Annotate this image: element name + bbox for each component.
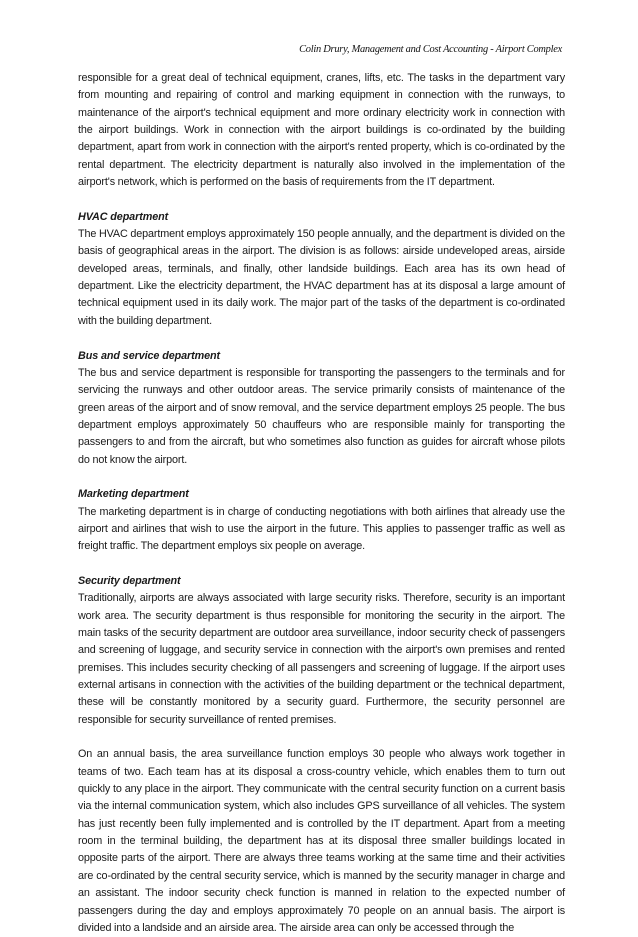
section-body-hvac: The HVAC department employs approximately 150 people annually, and the department is divided on the basis of geographical areas in the airport. The division is as follows: airside undeveloped areas, airside developed areas, terminals, and finally, other landside buildings. Each area has its own head of department. Like the electricity department, the HVAC department has at its disposal a large amount of technical equipment used in its daily work. The major part of the tasks of the department is co-ordinated with the building department. — [78, 228, 565, 327]
section-title-marketing: Marketing department — [78, 488, 189, 501]
section-title-hvac: HVAC department — [78, 210, 169, 223]
section-title-security: Security department — [78, 574, 181, 587]
intro-paragraph: responsible for a great deal of technical equipment, cranes, lifts, etc. The tasks in the department vary from mounting and repairing of control and marking equipment in connection with the runways, to maintenance of the airport's technical equipment and more ordinary electricity work in connection with the airport buildings. Work in connection with the airport buildings is co-ordinated by the building department, apart from work in connection with the airport's rented property, which is co-ordinated by the rental department. The electricity department is naturally also involved in the implementation of the airport's network, which is performed on the basis of requirements from the IT department. — [78, 72, 565, 189]
section-hvac — [78, 209, 565, 330]
section-marketing — [78, 486, 565, 555]
section-title-bus-service: Bus and service department — [78, 349, 221, 362]
running-header: Colin Drury, Management and Cost Accounting - Airport Complex — [299, 44, 562, 55]
section-security — [78, 573, 565, 729]
section-body-security: Traditionally, airports are always associated with large security risks. Therefore, security is an important work area. The security department is thus responsible for monitoring the security in the airport. The main tasks of the security department are outdoor area surveillance, indoor security check of passengers and screening of luggage, and security service in connection with the airport's own premises and rented premises. This includes security checking of all passengers and screening of luggage. If the airport uses external artisans in connection with the activities of the building department or the technical department, these will be constantly monitored by a security guard. Furthermore, the security personnel are responsible for security surveillance of rented premises. — [78, 592, 565, 726]
page-body — [78, 70, 565, 937]
section-body-marketing: The marketing department is in charge of conducting negotiations with both airlines that already use the airport and airlines that wish to use the airport in the future. This applies to passenger traffic as well as freight traffic. The department employs six people on average. — [78, 505, 565, 553]
section-bus-service — [78, 348, 565, 469]
section-body-bus-service: The bus and service department is responsible for transporting the passengers to the terminals and for servicing the runways and other outdoor areas. The service primarily consists of maintenance of the green areas of the airport and of snow removal, and the service department employs 25 people. The bus department employs approximately 50 chauffeurs who are responsible mainly for transporting the passengers to and from the aircraft, but who sometimes also function as guides for aircraft whose pilots do not know the airport. — [78, 366, 565, 466]
closing-paragraph: On an annual basis, the area surveillance function employs 30 people who always work together in teams of two. Each team has at its disposal a cross-country vehicle, which enables them to turn out quickly to any place in the airport. They communicate with the central security function on a current basis via the internal communication system, which also includes GPS surveillance of all vehicles. The system has just recently been fully implemented and is controlled by the IT department. Apart from a meeting room in the terminal building, the department has at its disposal three smaller buildings located in opposite parts of the airport. There are always three teams working at the same time and their activities are co-ordinated by the central security service, which is manned by the security manager in charge and an assistant. The indoor security check function is manned in relation to the expected number of passengers during the day and employs approximately 70 people on an annual basis. The airport is divided into a landside and an airside area. The airside area can only be accessed through the — [78, 748, 565, 934]
